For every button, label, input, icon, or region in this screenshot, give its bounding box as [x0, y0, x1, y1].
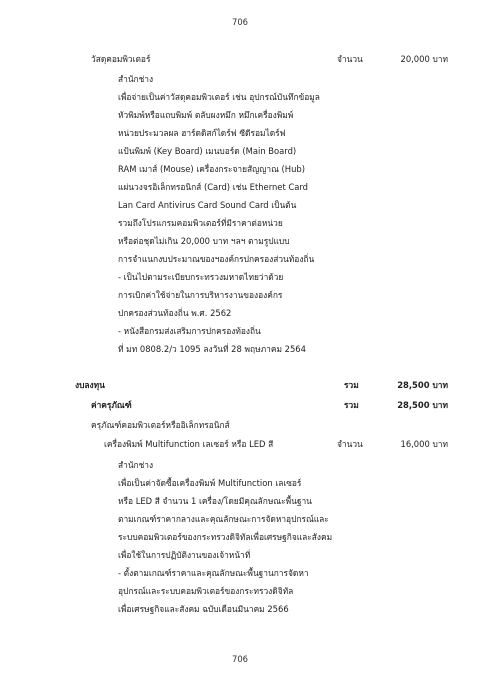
description-line: แป้นพิมพ์ (Key Board) เมนบอร์ด (Main Board) [118, 146, 297, 156]
page-number-top: 706 [232, 17, 248, 27]
description-line: การเบิกค่าใช้จ่ายในการบริหารงานขององค์กร [118, 290, 283, 300]
description-line: หน่วยประมวลผล ฮาร์ดดิสก์ไดร์ฟ ซีดีรอมไดร์ฟ [118, 128, 286, 138]
description-line: ปกครองส่วนท้องถิ่น พ.ศ. 2562 [118, 308, 232, 318]
page-number-bottom: 706 [232, 654, 248, 664]
description-line: - เป็นไปตามระเบียบกระทรวงมหาดไทยว่าด้วย [118, 272, 284, 282]
description-line: ระบบคอมพิวเตอร์ของกระทรวงดิจิทัลเพื่อเศรษฐกิจและสังคม [118, 532, 333, 542]
description-line: - หนังสือกรมส่งเสริมการปกครองท้องถิ่น [118, 326, 261, 336]
amount-value: 16,000 บาท [400, 439, 448, 449]
description-line: หัวพิมพ์หรือแถบพิมพ์ ตลับผงหมึก หมึกเครื่องพิมพ์ [118, 110, 294, 120]
description-line: ตามเกณฑ์ราคากลางและคุณลักษณะการจัดหาอุปกรณ์และ [118, 514, 329, 524]
total-amount: 28,500 บาท [397, 380, 448, 390]
description-line: Lan Card Antivirus Card Sound Card เป็นต้น [118, 200, 297, 210]
description-line: เพื่อเป็นค่าจัดซื้อเครื่องพิมพ์ Multifunction เลเซอร์ [118, 478, 302, 488]
description-line: เพื่อใช้ในการปฏิบัติงานของเจ้าหน้าที่ [118, 550, 251, 560]
total-label: รวม [344, 400, 359, 410]
item-title: เครื่องพิมพ์ Multifunction เลเซอร์ หรือ LED สี [104, 439, 274, 449]
description-line: การจำแนกงบประมาณของฯองค์กรปกครองส่วนท้องถิ่น [118, 254, 315, 264]
description-line: รวมถึงโปรแกรมคอมพิวเตอร์ที่มีราคาต่อหน่วย [118, 218, 283, 228]
subcategory-title: ครุภัณฑ์คอมพิวเตอร์หรืออิเล็กทรอนิกส์ [91, 420, 230, 430]
description-line: RAM เมาส์ (Mouse) เครื่องกระจายสัญญาณ (Hub) [118, 164, 305, 174]
office-label: สำนักช่าง [118, 74, 154, 84]
description-line: เพื่อจ่ายเป็นค่าวัสดุคอมพิวเตอร์ เช่น อุปกรณ์บันทึกข้อมูล [118, 92, 320, 102]
section-title-computer-materials: วัสดุคอมพิวเตอร์ [91, 54, 151, 64]
total-amount: 28,500 บาท [397, 400, 448, 410]
description-line: แผ่นวงจรอิเล็กทรอนิกส์ (Card) เช่น Ethernet Card [118, 182, 308, 192]
description-line: หรือ LED สี จำนวน 1 เครื่อง/โดยมีคุณลักษณะพื้นฐาน [118, 496, 312, 506]
description-line: อุปกรณ์และระบบคอมพิวเตอร์ของกระทรวงดิจิทัล [118, 586, 294, 596]
budget-group-title: งบลงทุน [75, 380, 105, 390]
description-line: หรือต่อชุดไม่เกิน 20,000 บาท ฯลฯ ตามรูปแบบ [118, 236, 290, 246]
description-line: - ตั้งตามเกณฑ์ราคาและคุณลักษณะพื้นฐานการจัดหา [118, 568, 309, 578]
quantity-label: จำนวน [337, 439, 363, 449]
budget-category-title: ค่าครุภัณฑ์ [91, 400, 132, 410]
quantity-label: จำนวน [337, 54, 363, 64]
total-label: รวม [344, 380, 359, 390]
amount-value: 20,000 บาท [400, 54, 448, 64]
description-line: ที่ มท 0808.2/ว 1095 ลงวันที่ 28 พฤษภาคม 2564 [118, 344, 306, 354]
office-label: สำนักช่าง [118, 460, 154, 470]
description-line: เพื่อเศรษฐกิจและสังคม ฉบับเดือนมีนาคม 2566 [118, 604, 289, 614]
